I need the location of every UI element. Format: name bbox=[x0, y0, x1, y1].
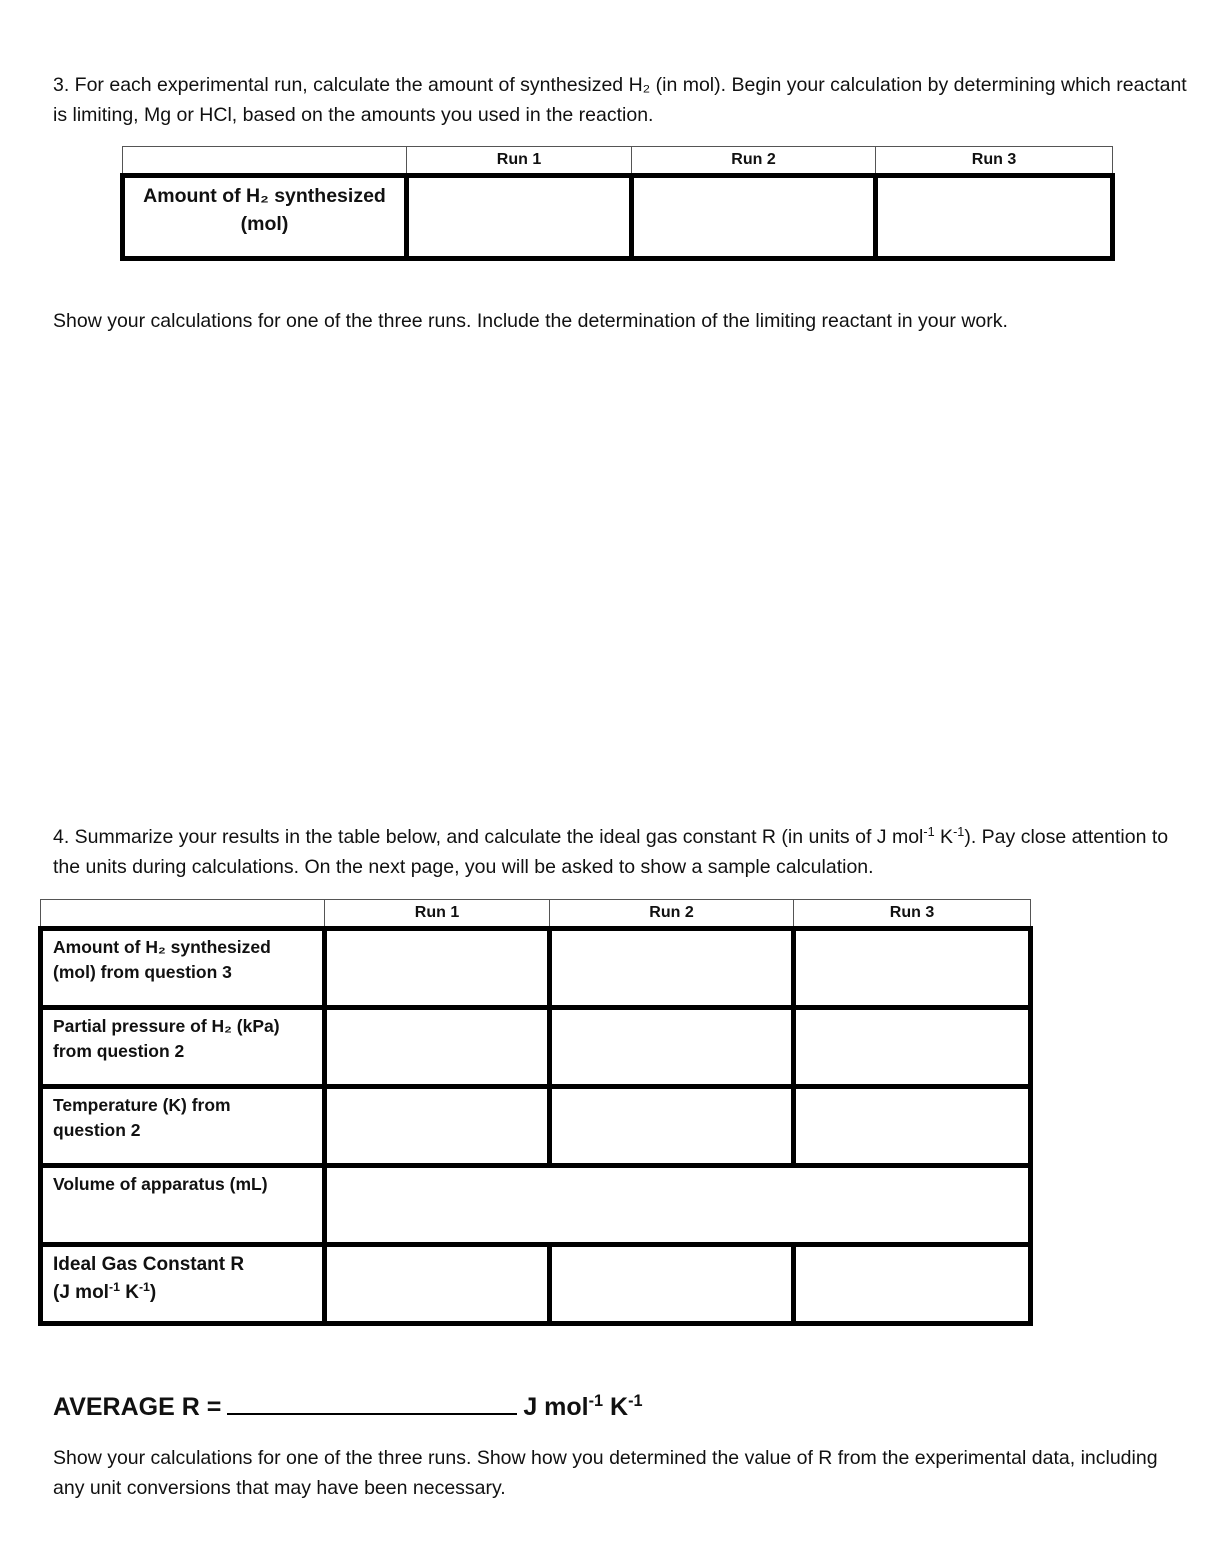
unit-text: ) bbox=[149, 1282, 157, 1303]
row-label-h2-amount bbox=[41, 929, 325, 1008]
row-label-partial-pressure bbox=[41, 1008, 325, 1087]
intro-text: K bbox=[934, 826, 954, 848]
column-header-run-1: Run 1 bbox=[325, 900, 550, 929]
input-cell-run-1[interactable] bbox=[325, 1008, 550, 1087]
superscript: -1 bbox=[923, 825, 935, 840]
table-row bbox=[41, 929, 1031, 1008]
input-cell-run-3[interactable] bbox=[794, 929, 1031, 1008]
table-row bbox=[41, 1008, 1031, 1087]
table-header-row bbox=[123, 147, 1113, 176]
table-row bbox=[41, 1087, 1031, 1166]
question-3-intro: 3. For each experimental run, calculate the amount of synthesized H₂ (in mol). Begin your calculation by determining which reactant is limiting, Mg or HCl, based on the amounts you used in the reaction. bbox=[53, 74, 1187, 126]
row-label-gas-constant bbox=[41, 1245, 325, 1324]
input-cell-run-1[interactable] bbox=[407, 176, 632, 259]
superscript: -1 bbox=[628, 1392, 643, 1411]
row-label-line: Amount of H₂ synthesized bbox=[143, 185, 386, 207]
superscript: -1 bbox=[953, 825, 965, 840]
input-cell-run-1[interactable] bbox=[325, 1087, 550, 1166]
unit-text: (J mol bbox=[53, 1282, 109, 1303]
header-blank-cell bbox=[41, 900, 325, 929]
unit-text: K bbox=[119, 1282, 139, 1303]
header-blank-cell bbox=[123, 147, 407, 176]
unit-text: J mol bbox=[523, 1393, 589, 1421]
superscript: -1 bbox=[588, 1392, 604, 1411]
row-label-line: from question 2 bbox=[53, 1041, 185, 1061]
h2-amount-table bbox=[120, 146, 1115, 261]
input-cell-run-2[interactable] bbox=[550, 1245, 794, 1324]
input-cell-run-3[interactable] bbox=[876, 176, 1113, 259]
table-row bbox=[41, 1245, 1031, 1324]
intro-text: ). Pay close attention to the units during calculations. On the next page, you will be asked to show a sample calculation. bbox=[53, 826, 1169, 878]
input-cell-run-2[interactable] bbox=[550, 929, 794, 1008]
row-label-line: Partial pressure of H₂ (kPa) bbox=[53, 1016, 280, 1036]
row-label-line: Ideal Gas Constant R bbox=[53, 1254, 245, 1275]
results-summary-table bbox=[38, 899, 1033, 1326]
input-cell-volume[interactable] bbox=[325, 1166, 1031, 1245]
column-header-run-2: Run 2 bbox=[550, 900, 794, 929]
input-cell-run-1[interactable] bbox=[325, 1245, 550, 1324]
average-r-line bbox=[53, 1389, 643, 1422]
row-label-line: question 2 bbox=[53, 1120, 141, 1140]
column-header-run-1: Run 1 bbox=[407, 147, 632, 176]
row-label-volume bbox=[41, 1166, 325, 1245]
input-cell-run-2[interactable] bbox=[632, 176, 876, 259]
input-cell-run-3[interactable] bbox=[794, 1008, 1031, 1087]
row-label-line: Volume of apparatus (mL) bbox=[53, 1174, 268, 1194]
input-cell-run-3[interactable] bbox=[794, 1087, 1031, 1166]
column-header-run-2: Run 2 bbox=[632, 147, 876, 176]
input-cell-run-1[interactable] bbox=[325, 929, 550, 1008]
superscript: -1 bbox=[138, 1280, 150, 1295]
column-header-run-3: Run 3 bbox=[876, 147, 1113, 176]
row-label-line: (mol) from question 3 bbox=[53, 962, 232, 982]
table-row bbox=[123, 176, 1113, 259]
question-4-intro bbox=[53, 822, 1193, 882]
row-label-line bbox=[53, 1279, 322, 1307]
row-label-h2-amount bbox=[123, 176, 407, 259]
row-label-temperature bbox=[41, 1087, 325, 1166]
unit-text: K bbox=[603, 1393, 629, 1421]
row-label-line: Temperature (K) from bbox=[53, 1095, 231, 1115]
show-work-instructions: Show your calculations for one of the three runs. Include the determination of the limiting reactant in your work. bbox=[53, 310, 1008, 332]
column-header-run-3: Run 3 bbox=[794, 900, 1031, 929]
row-label-line: (mol) bbox=[240, 213, 289, 235]
final-instructions: Show your calculations for one of the three runs. Show how you determined the value of R from the experimental data, including any unit conversions that may have been necessary. bbox=[53, 1447, 1158, 1499]
input-cell-run-2[interactable] bbox=[550, 1008, 794, 1087]
average-r-blank[interactable] bbox=[227, 1389, 517, 1415]
table-row bbox=[41, 1166, 1031, 1245]
intro-text: 4. Summarize your results in the table below, and calculate the ideal gas constant R (in units of J mol bbox=[53, 826, 924, 848]
input-cell-run-2[interactable] bbox=[550, 1087, 794, 1166]
superscript: -1 bbox=[108, 1280, 120, 1295]
input-cell-run-3[interactable] bbox=[794, 1245, 1031, 1324]
table-header-row bbox=[41, 900, 1031, 929]
row-label-line: Amount of H₂ synthesized bbox=[53, 937, 271, 957]
average-r-label: AVERAGE R = bbox=[53, 1393, 222, 1421]
